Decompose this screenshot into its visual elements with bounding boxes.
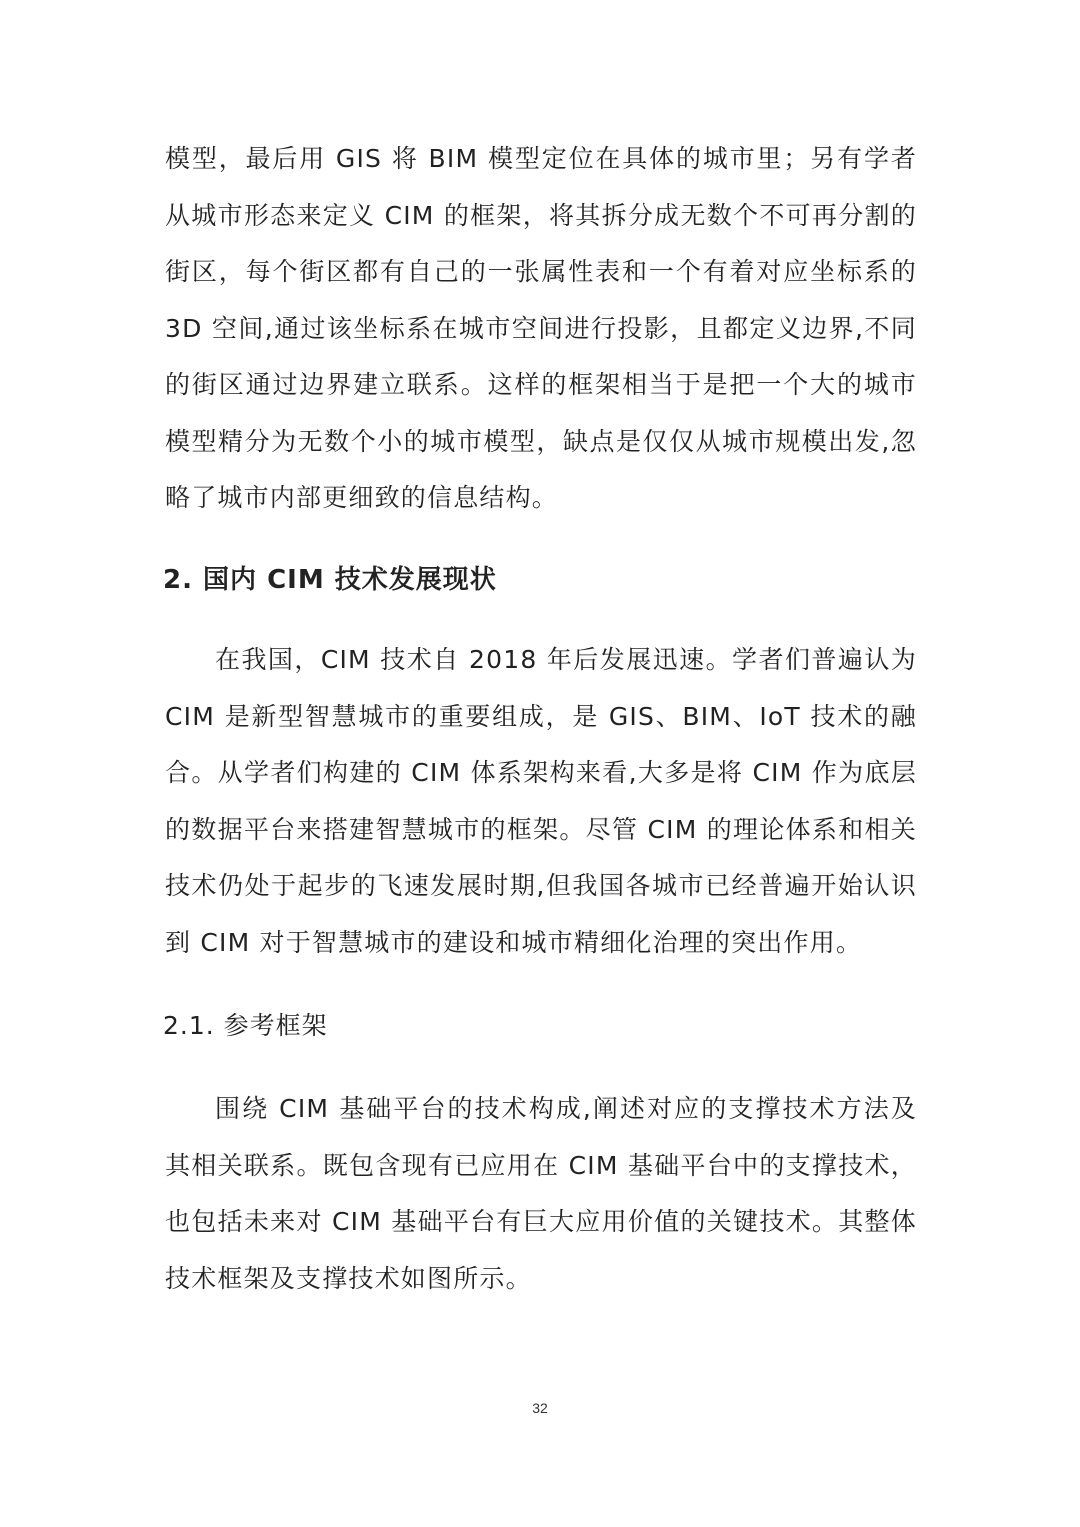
paragraph-cim-framework-definitions: 模型，最后用 GIS 将 BIM 模型定位在具体的城市里；另有学者从城市形态来定义 CIM 的框架，将其拆分成无数个不可再分割的街区，每个街区都有自己的一张属性表和一个有着对应坐标系的 3D 空间,通过该坐标系在城市空间进行投影，且都定义边界,不同的街区通过边界建立联系。这样的框架相当于是把一个大的城市模型精分为无数个小的城市模型，缺点是仅仅从城市规模出发,忽略了城市内部更细致的信息结构。: [165, 144, 917, 512]
subsection-heading-reference-framework: 2.1. 参考框架: [163, 1011, 328, 1040]
paragraph-domestic-cim-development: 在我国，CIM 技术自 2018 年后发展迅速。学者们普遍认为 CIM 是新型智慧城市的重要组成，是 GIS、BIM、IoT 技术的融合。从学者们构建的 CIM 体系架构来看,大多是将 CIM 作为底层的数据平台来搭建智慧城市的框架。尽管 CIM 的理论体系和相关技术仍处于起步的飞速发展时期,但我国各城市已经普遍开始认识到 CIM 对于智慧城市的建设和城市精细化治理的突出作用。: [165, 645, 917, 957]
paragraph-reference-framework: 围绕 CIM 基础平台的技术构成,阐述对应的支撑技术方法及其相关联系。既包含现有已应用在 CIM 基础平台中的支撑技术，也包括未来对 CIM 基础平台有巨大应用价值的关键技术。其整体技术框架及支撑技术如图所示。: [165, 1094, 917, 1293]
page-number: 32: [532, 1400, 548, 1416]
section-heading-domestic-cim-status: 2. 国内 CIM 技术发展现状: [163, 565, 497, 595]
